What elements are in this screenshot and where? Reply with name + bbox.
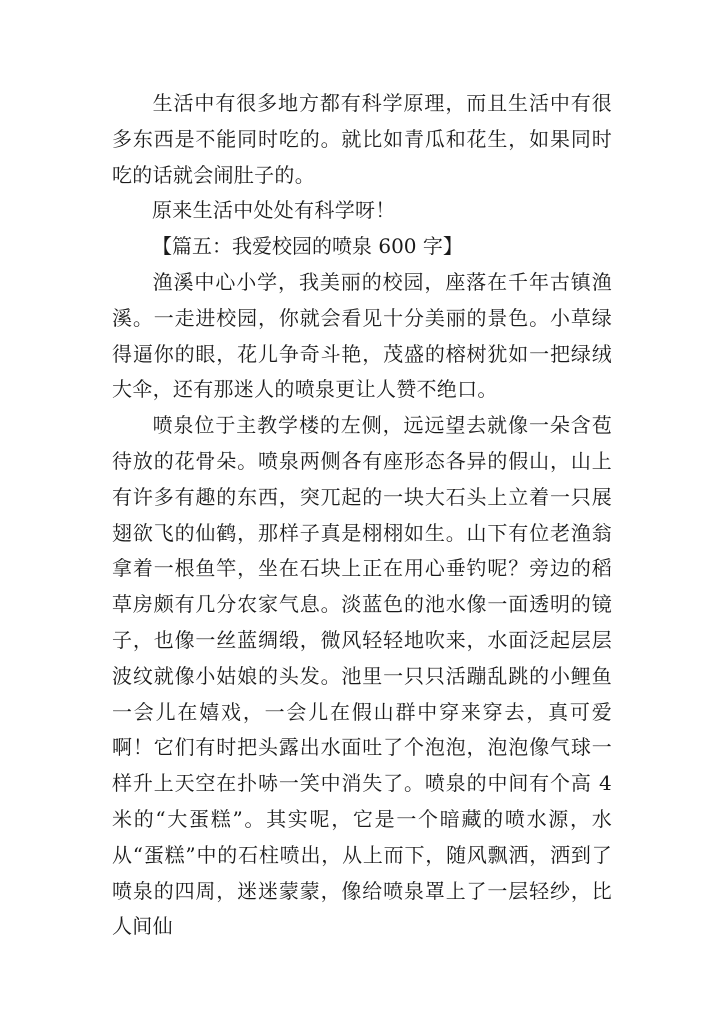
paragraph-text: 生活中有很多地方都有科学原理，而且生活中有很多东西是不能同时吃的。就比如青瓜和花生，如果同时吃的话就会闹肚子的。 (112, 91, 612, 187)
paragraph-science-in-life (112, 86, 612, 193)
paragraph-conclusion (112, 193, 612, 229)
paragraph-school-intro (112, 265, 612, 408)
paragraph-fountain-description (112, 408, 612, 945)
section-heading: 【篇五：我爱校园的喷泉 600 字】 (152, 234, 463, 259)
paragraph-text: 喷泉位于主教学楼的左侧，远远望去就像一朵含苞待放的花骨朵。喷泉两侧各有座形态各异的假山，山上有许多有趣的东西，突兀起的一块大石头上立着一只展翅欲飞的仙鹤，那样子真是栩栩如生。山下有位老渔翁拿着一根鱼竿，坐在石块上正在用心垂钓呢？旁边的稻草房颇有几分农家气息。淡蓝色的池水像一面透明的镜子，也像一丝蓝绸缎，微风轻轻地吹来，水面泛起层层波纹就像小姑娘的头发。池里一只只活蹦乱跳的小鲤鱼一会儿在嬉戏，一会儿在假山群中穿来穿去，真可爱啊！它们有时把头露出水面吐了个泡泡，泡泡像气球一样升上天空在扑哧一笑中消失了。喷泉的中间有个高 4 米的“大蛋糕”。其实呢，它是一个暗藏的喷水源，水从“蛋糕”中的石柱喷出，从上而下，随风飘洒，洒到了喷泉的四周，迷迷蒙蒙，像给喷泉罩上了一层轻纱，比人间仙 (112, 413, 612, 939)
paragraph-text: 渔溪中心小学，我美丽的校园，座落在千年古镇渔溪。一走进校园，你就会看见十分美丽的景色。小草绿得逼你的眼，花儿争奇斗艳，茂盛的榕树犹如一把绿绒大伞，还有那迷人的喷泉更让人赞不绝口。 (112, 269, 612, 402)
paragraph-text: 原来生活中处处有科学呀！ (152, 198, 396, 223)
document-body (112, 86, 612, 945)
